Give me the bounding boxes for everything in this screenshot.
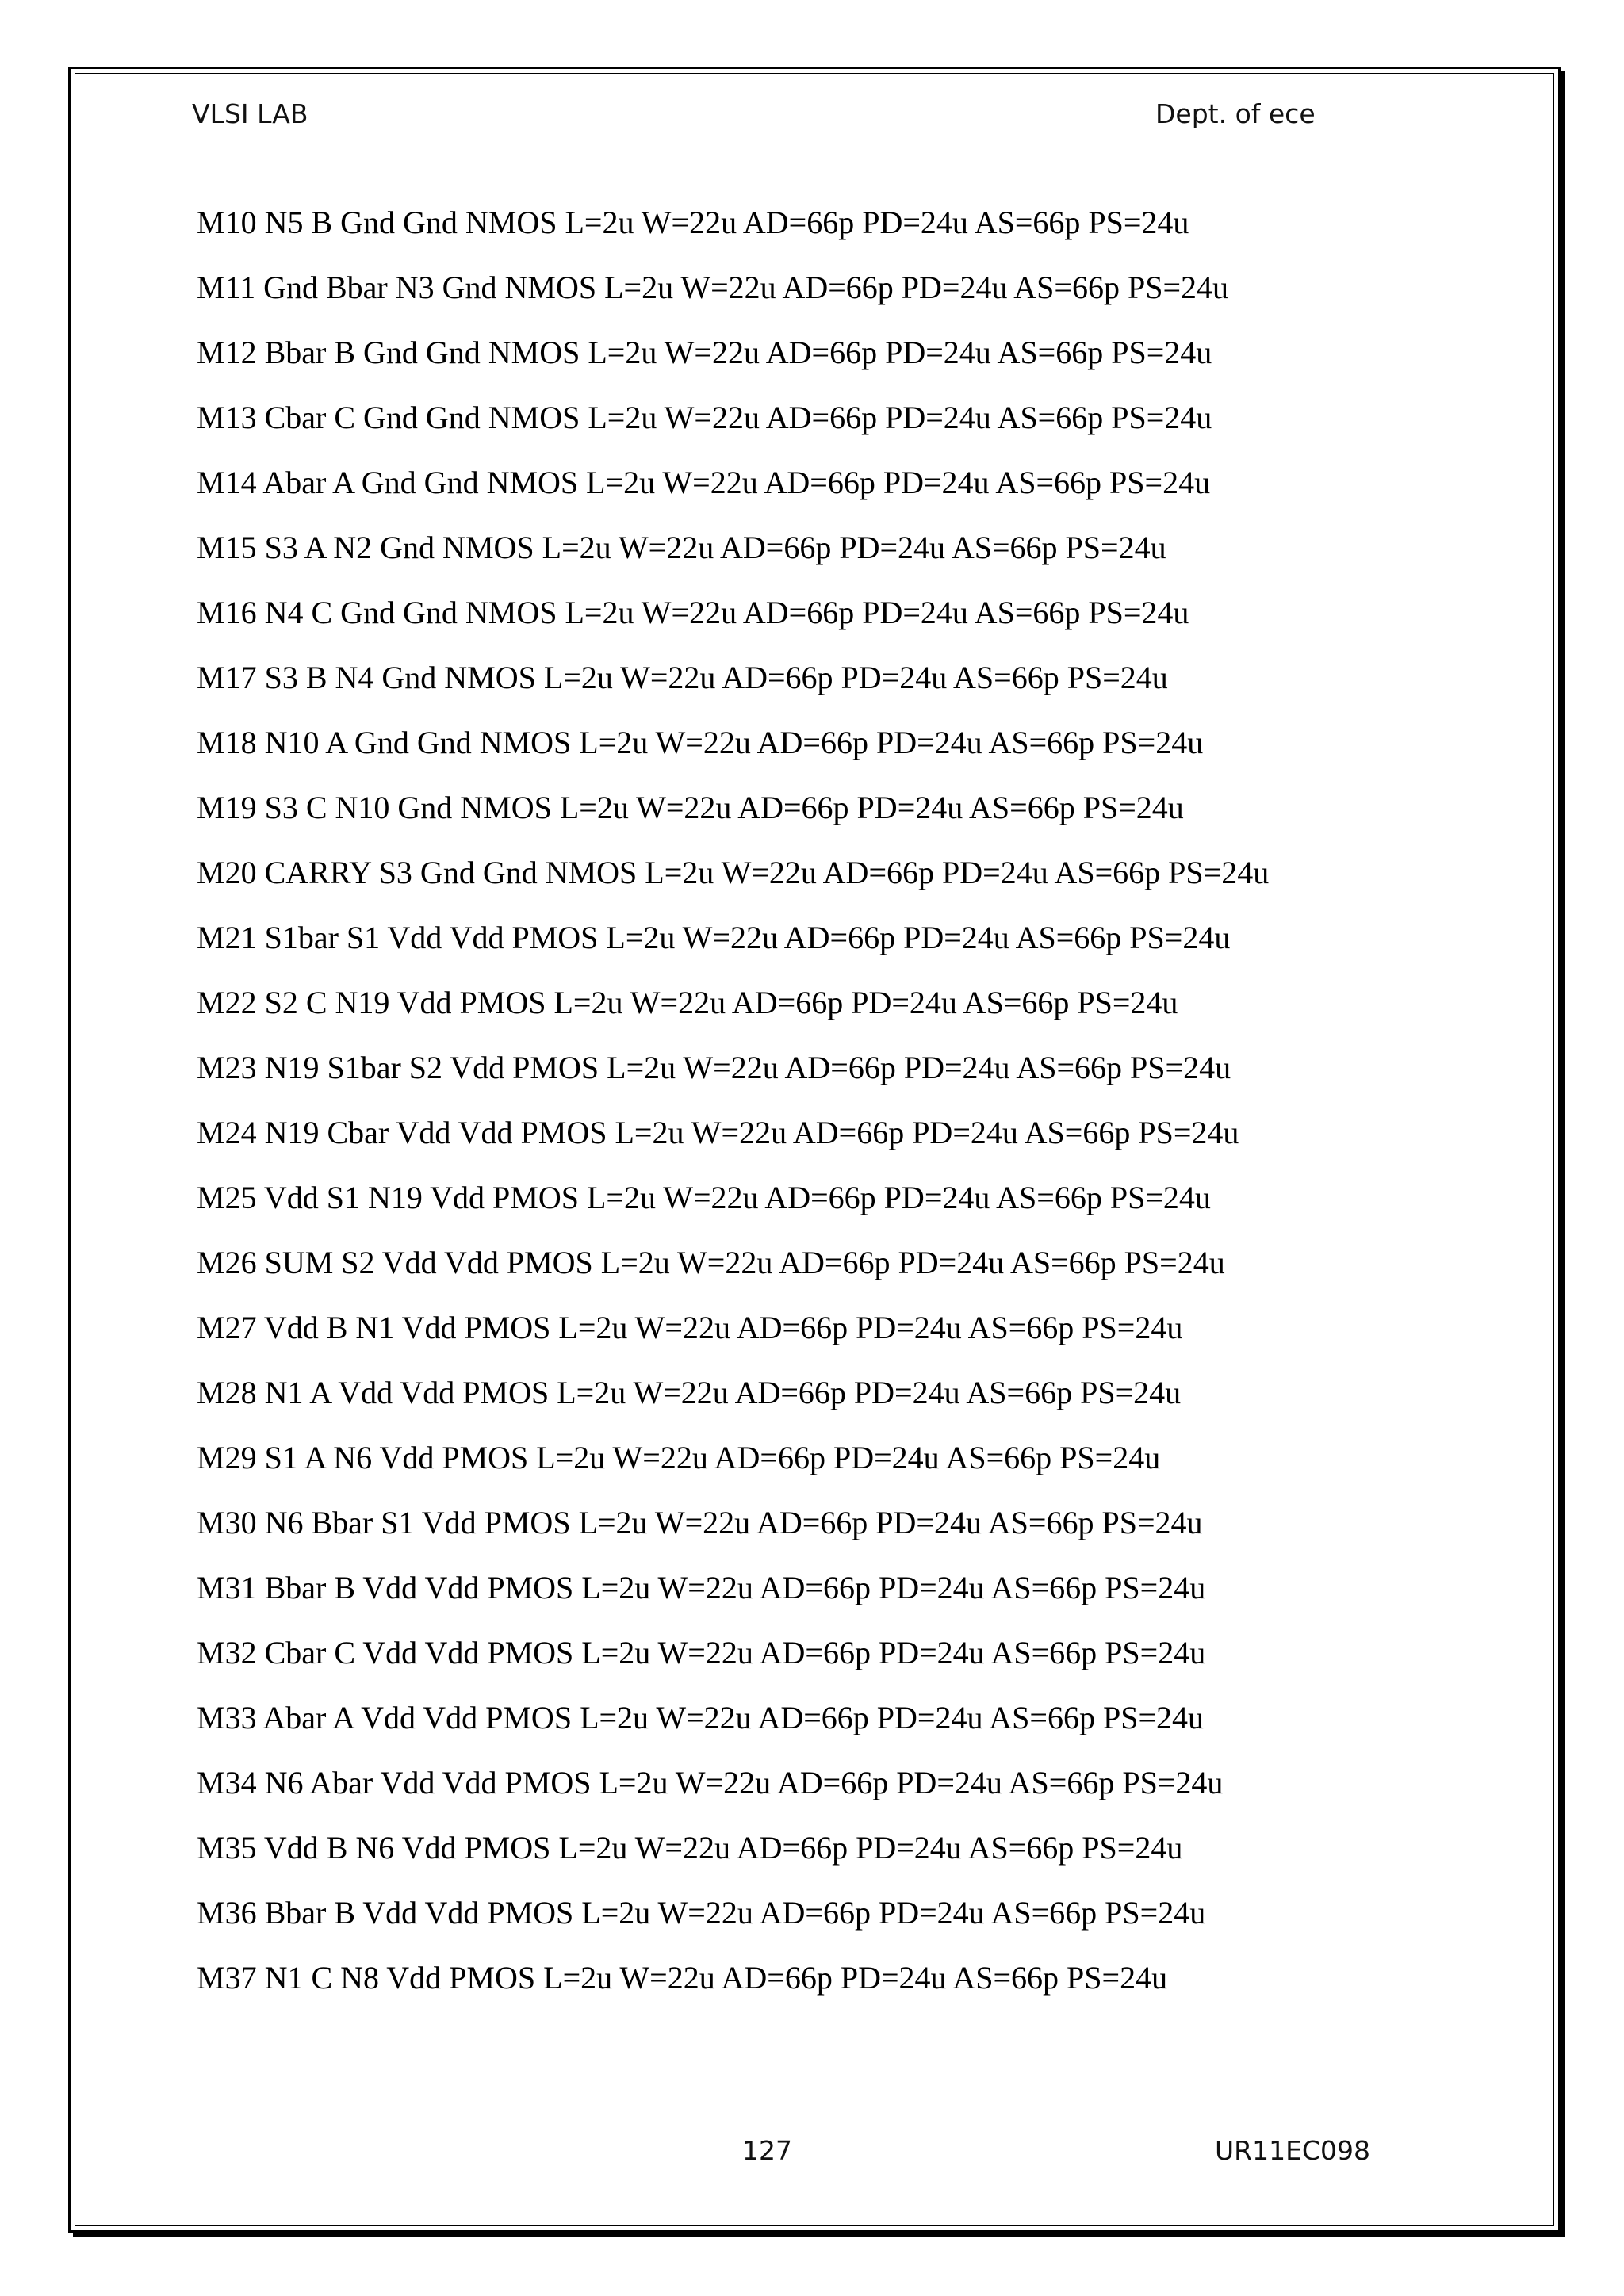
roll-number: UR11EC098: [1215, 2135, 1370, 2166]
netlist-line: M31 Bbar B Vdd Vdd PMOS L=2u W=22u AD=66p PD=24u AS=66p PS=24u: [197, 1570, 1206, 1605]
netlist-line: M20 CARRY S3 Gnd Gnd NMOS L=2u W=22u AD=66p PD=24u AS=66p PS=24u: [197, 855, 1270, 890]
netlist-line: M25 Vdd S1 N19 Vdd PMOS L=2u W=22u AD=66p PD=24u AS=66p PS=24u: [197, 1180, 1211, 1215]
netlist-line: M28 N1 A Vdd Vdd PMOS L=2u W=22u AD=66p PD=24u AS=66p PS=24u: [197, 1375, 1182, 1410]
netlist-line: M26 SUM S2 Vdd Vdd PMOS L=2u W=22u AD=66p PD=24u AS=66p PS=24u: [197, 1245, 1225, 1280]
netlist-line: M15 S3 A N2 Gnd NMOS L=2u W=22u AD=66p PD=24u AS=66p PS=24u: [197, 530, 1166, 565]
netlist-line: M12 Bbar B Gnd Gnd NMOS L=2u W=22u AD=66p PD=24u AS=66p PS=24u: [197, 335, 1212, 370]
netlist-line: M33 Abar A Vdd Vdd PMOS L=2u W=22u AD=66p PD=24u AS=66p PS=24u: [197, 1700, 1204, 1735]
netlist-line: M24 N19 Cbar Vdd Vdd PMOS L=2u W=22u AD=66p PD=24u AS=66p PS=24u: [197, 1115, 1239, 1150]
netlist-line: M10 N5 B Gnd Gnd NMOS L=2u W=22u AD=66p PD=24u AS=66p PS=24u: [197, 205, 1189, 240]
netlist-line: M37 N1 C N8 Vdd PMOS L=2u W=22u AD=66p PD=24u AS=66p PS=24u: [197, 1960, 1168, 1996]
netlist-line: M30 N6 Bbar S1 Vdd PMOS L=2u W=22u AD=66p PD=24u AS=66p PS=24u: [197, 1505, 1203, 1540]
netlist-line: M16 N4 C Gnd Gnd NMOS L=2u W=22u AD=66p PD=24u AS=66p PS=24u: [197, 595, 1189, 630]
netlist-line: M13 Cbar C Gnd Gnd NMOS L=2u W=22u AD=66p PD=24u AS=66p PS=24u: [197, 400, 1212, 435]
netlist-line: M14 Abar A Gnd Gnd NMOS L=2u W=22u AD=66p PD=24u AS=66p PS=24u: [197, 465, 1211, 500]
netlist-line: M27 Vdd B N1 Vdd PMOS L=2u W=22u AD=66p PD=24u AS=66p PS=24u: [197, 1310, 1183, 1345]
netlist-line: M36 Bbar B Vdd Vdd PMOS L=2u W=22u AD=66p PD=24u AS=66p PS=24u: [197, 1895, 1206, 1931]
header-lab-title: VLSI LAB: [192, 98, 308, 129]
netlist-line: M29 S1 A N6 Vdd PMOS L=2u W=22u AD=66p PD=24u AS=66p PS=24u: [197, 1440, 1161, 1475]
netlist-line: M11 Gnd Bbar N3 Gnd NMOS L=2u W=22u AD=66p PD=24u AS=66p PS=24u: [197, 270, 1229, 305]
netlist-line: M17 S3 B N4 Gnd NMOS L=2u W=22u AD=66p PD=24u AS=66p PS=24u: [197, 660, 1168, 695]
page-number: 127: [742, 2135, 792, 2166]
netlist-line: M34 N6 Abar Vdd Vdd PMOS L=2u W=22u AD=66p PD=24u AS=66p PS=24u: [197, 1765, 1224, 1800]
netlist-line: M18 N10 A Gnd Gnd NMOS L=2u W=22u AD=66p PD=24u AS=66p PS=24u: [197, 725, 1204, 760]
netlist-line: M35 Vdd B N6 Vdd PMOS L=2u W=22u AD=66p PD=24u AS=66p PS=24u: [197, 1830, 1183, 1866]
netlist-line: M19 S3 C N10 Gnd NMOS L=2u W=22u AD=66p PD=24u AS=66p PS=24u: [197, 790, 1184, 825]
netlist-line: M23 N19 S1bar S2 Vdd PMOS L=2u W=22u AD=66p PD=24u AS=66p PS=24u: [197, 1050, 1231, 1085]
netlist-line: M21 S1bar S1 Vdd Vdd PMOS L=2u W=22u AD=66p PD=24u AS=66p PS=24u: [197, 920, 1231, 955]
netlist-line: M22 S2 C N19 Vdd PMOS L=2u W=22u AD=66p PD=24u AS=66p PS=24u: [197, 985, 1178, 1020]
spice-netlist: [197, 190, 1269, 2011]
netlist-line: M32 Cbar C Vdd Vdd PMOS L=2u W=22u AD=66p PD=24u AS=66p PS=24u: [197, 1635, 1206, 1670]
header-department: Dept. of ece: [1155, 98, 1316, 129]
